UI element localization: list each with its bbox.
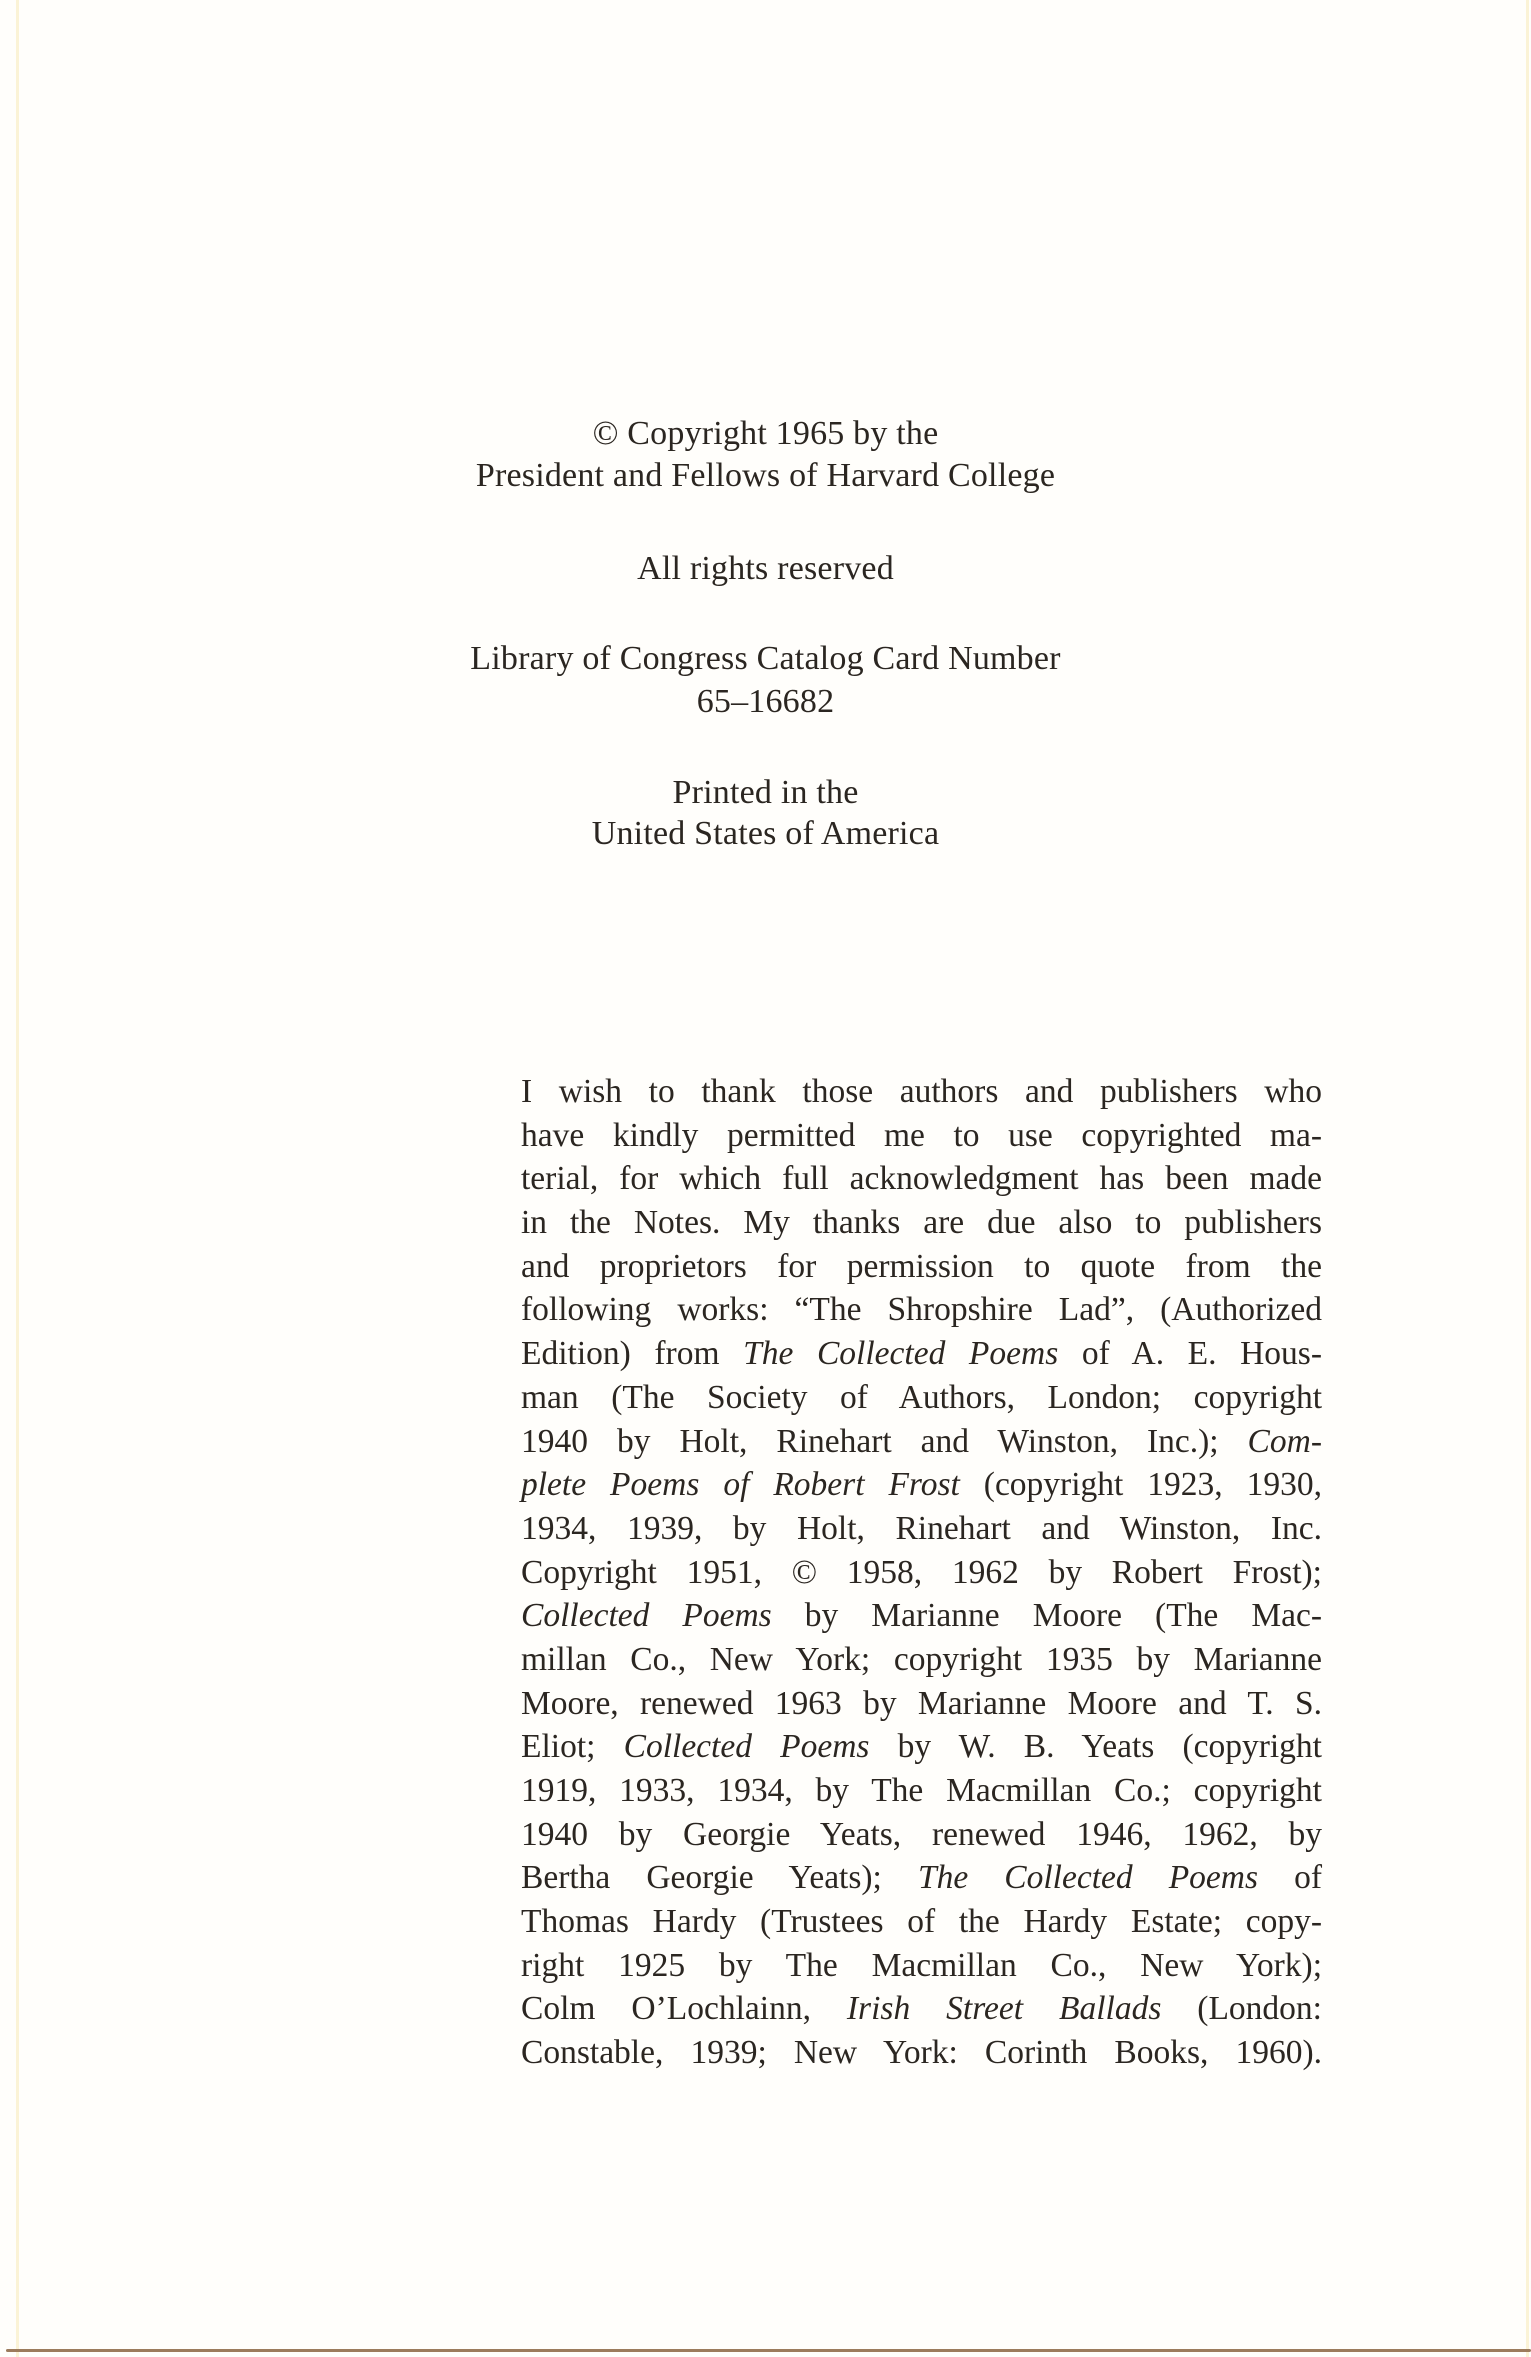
- paragraph-line: [521, 1507, 1322, 1551]
- text-segment: I wish to thank those authors and publishers who: [521, 1073, 1322, 1110]
- bottom-rule: [6, 2349, 1531, 2352]
- paragraph-line: [521, 1551, 1322, 1595]
- text-segment: in the Notes. My thanks are due also to publishers: [521, 1204, 1322, 1242]
- italic-title: The Collected Poems: [917, 1859, 1259, 1897]
- paragraph-line: [521, 1769, 1322, 1813]
- italic-title: The Collected Poems: [743, 1335, 1059, 1373]
- text-segment: Eliot;: [521, 1728, 624, 1766]
- paragraph-line: [521, 1288, 1322, 1332]
- text-segment: by W. B. Yeats (copyright: [869, 1728, 1322, 1766]
- italic-title: Com-: [1247, 1422, 1322, 1460]
- italic-title: Collected Poems: [521, 1597, 772, 1635]
- paragraph-line: [521, 1725, 1322, 1769]
- italic-title: Irish Street Ballads: [846, 1990, 1162, 2028]
- text-segment: and proprietors for permission to quote from the: [521, 1247, 1322, 1285]
- text-segment: of: [1258, 1859, 1322, 1897]
- paragraph-line: [521, 1594, 1322, 1638]
- text-segment: 1940 by Holt, Rinehart and Winston, Inc.);: [521, 1422, 1248, 1460]
- text-segment: right 1925 by The Macmillan Co., New York);: [521, 1946, 1322, 1984]
- text-segment: Thomas Hardy (Trustees of the Hardy Estate; copy-: [521, 1903, 1322, 1941]
- text-segment: by Marianne Moore (The Mac-: [771, 1597, 1323, 1635]
- text-segment: Colm O’Lochlainn,: [521, 1990, 847, 2028]
- text-segment: millan Co., New York; copyright 1935 by Marianne: [521, 1640, 1322, 1678]
- catalog-card-label: Library of Congress Catalog Card Number: [470, 640, 1061, 677]
- text-segment: Bertha Georgie Yeats);: [521, 1859, 918, 1897]
- paragraph-line: [521, 1682, 1322, 1726]
- page-edge-left: [16, 0, 19, 2357]
- paragraph-line: [521, 1638, 1322, 1682]
- italic-title: Collected Poems: [623, 1728, 870, 1766]
- paragraph-line: [521, 1376, 1322, 1420]
- paragraph-line: [521, 1420, 1322, 1464]
- copyright-holder-line: President and Fellows of Harvard College: [475, 457, 1056, 494]
- italic-title: plete Poems of Robert Frost: [521, 1466, 960, 1504]
- catalog-card-number: 65–16682: [696, 683, 835, 720]
- text-segment: (London:: [1161, 1990, 1322, 2028]
- paragraph-line: [521, 1987, 1322, 2031]
- text-segment: 1934, 1939, by Holt, Rinehart and Winston, Inc.: [521, 1509, 1322, 1547]
- paragraph-line: [521, 1201, 1322, 1245]
- text-segment: 1919, 1933, 1934, by The Macmillan Co.; copyright: [521, 1772, 1322, 1809]
- paragraph-line: [521, 1332, 1322, 1376]
- text-segment: Copyright 1951, © 1958, 1962 by Robert Frost);: [521, 1553, 1322, 1591]
- printed-country-line: United States of America: [591, 815, 940, 852]
- acknowledgment-paragraph: [521, 1070, 1322, 2075]
- paragraph-line: [521, 1813, 1322, 1857]
- rights-reserved: All rights reserved: [637, 550, 894, 587]
- paragraph-line: [521, 1463, 1322, 1507]
- paragraph-line: [521, 1070, 1322, 1114]
- paragraph-line: [521, 1900, 1322, 1944]
- text-segment: 1940 by Georgie Yeats, renewed 1946, 1962, by: [521, 1815, 1322, 1853]
- paragraph-line: [521, 1157, 1322, 1201]
- printed-in-line: Printed in the: [672, 774, 859, 811]
- paragraph-line: [521, 1944, 1322, 1988]
- text-segment: of A. E. Hous-: [1058, 1335, 1322, 1373]
- text-segment: man (The Society of Authors, London; copyright: [521, 1378, 1322, 1416]
- paragraph-line: [521, 1245, 1322, 1289]
- text-segment: following works: “The Shropshire Lad”, (Authorized: [521, 1291, 1322, 1329]
- text-segment: Edition) from: [521, 1335, 744, 1373]
- text-segment: (copyright 1923, 1930,: [959, 1466, 1322, 1504]
- paragraph-line: [521, 1856, 1322, 1900]
- text-segment: Constable, 1939; New York: Corinth Books, 1960).: [521, 2034, 1322, 2072]
- text-segment: have kindly permitted me to use copyrighted ma-: [521, 1116, 1322, 1154]
- text-segment: terial, for which full acknowledgment has been made: [521, 1160, 1322, 1198]
- paragraph-line: [521, 2031, 1322, 2075]
- paragraph-line: [521, 1114, 1322, 1158]
- copyright-line: © Copyright 1965 by the: [592, 415, 939, 452]
- text-segment: Moore, renewed 1963 by Marianne Moore and T. S.: [521, 1684, 1322, 1722]
- page-edge-right: [1526, 0, 1529, 2357]
